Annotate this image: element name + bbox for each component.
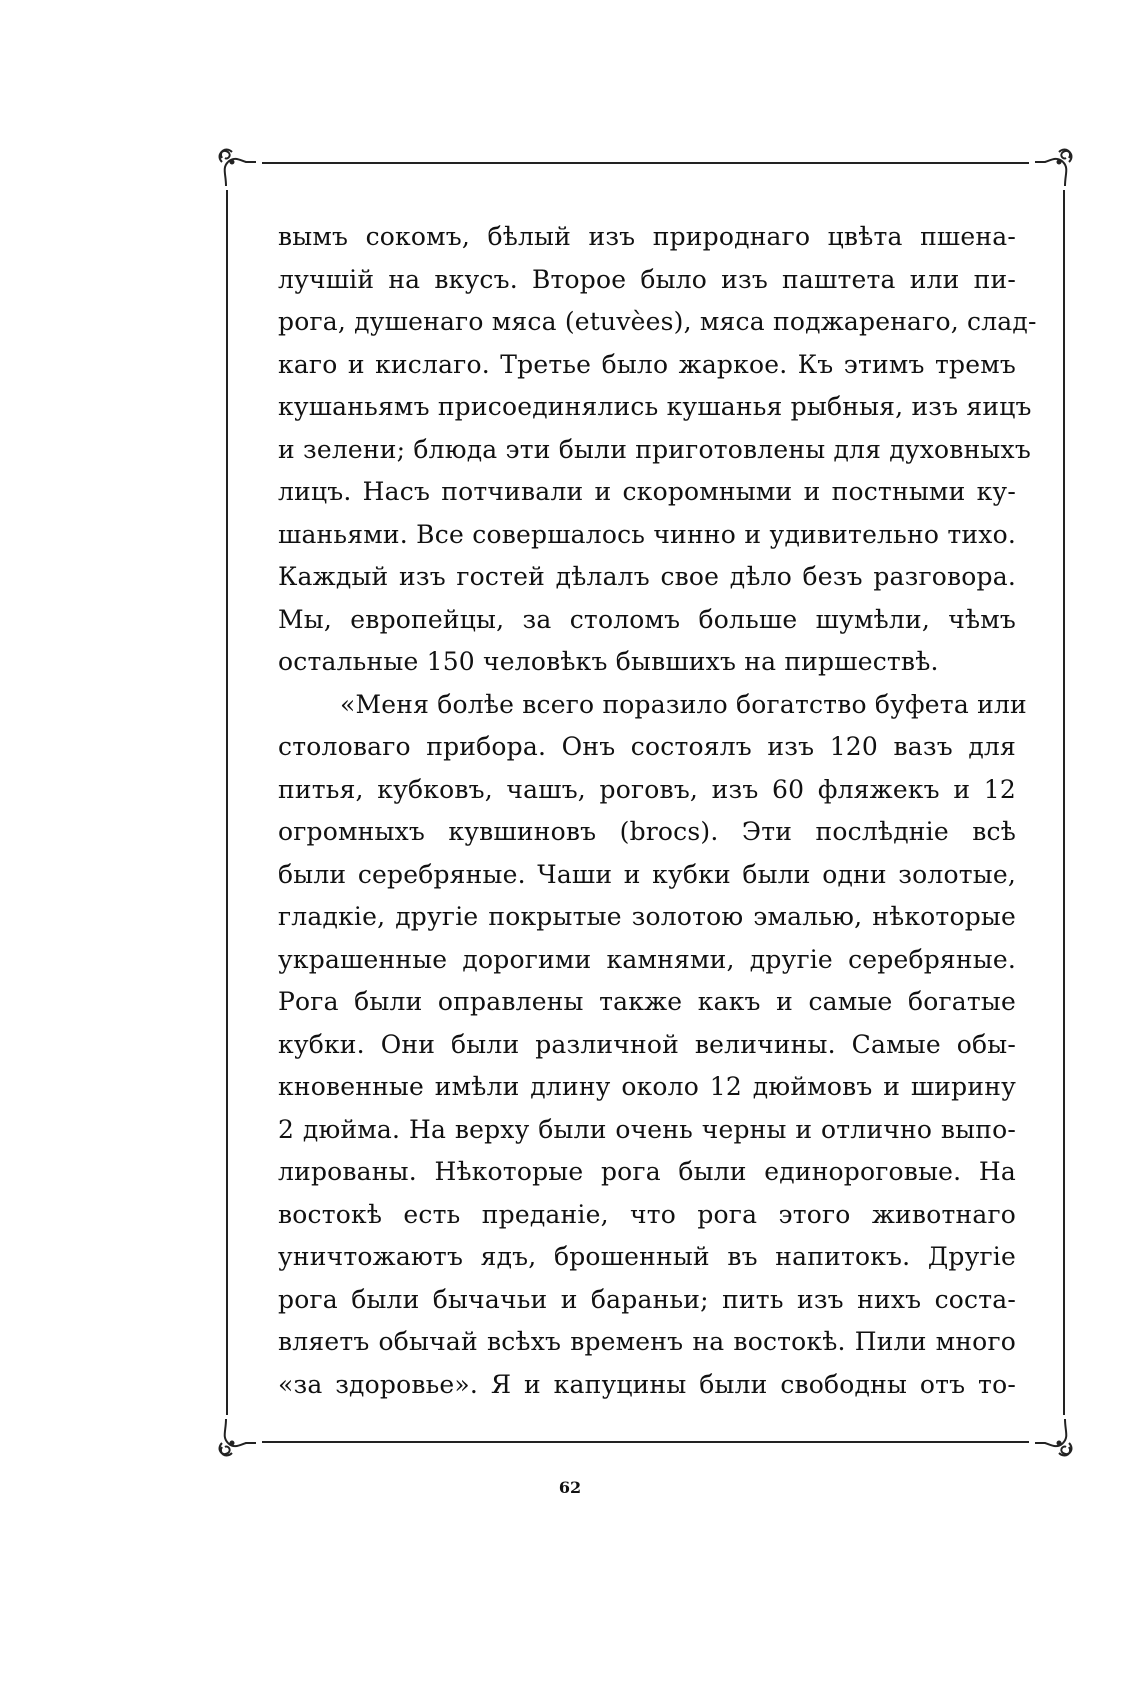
text-line: востокѣ есть преданіе, что рога этого животнаго xyxy=(278,1199,1016,1229)
text-line: кубки. Они были различной величины. Самые обы- xyxy=(278,1029,1016,1059)
text-line: вляетъ обычай всѣхъ временъ на востокѣ. Пили много xyxy=(278,1327,1016,1356)
text-line: гладкіе, другіе покрытые золотою эмалью, нѣкоторые xyxy=(278,902,1016,931)
text-line: вымъ сокомъ, бѣлый изъ природнаго цвѣта пшена- xyxy=(278,222,1016,251)
text-line: лицъ. Насъ потчивали и скоромными и постными ку- xyxy=(278,477,1016,506)
text-line: лучшій на вкусъ. Второе было изъ паштета или пи- xyxy=(278,264,1016,294)
text-line: уничтожаютъ ядъ, брошенный въ напитокъ. Другіе xyxy=(278,1242,1016,1271)
frame-left-rule xyxy=(226,190,228,1415)
text-line: «Меня болѣе всего поразило богатство буфета или xyxy=(340,689,1027,719)
text-line: Рога были оправлены также какъ и самые богатые xyxy=(278,987,1016,1016)
corner-flourish-icon xyxy=(212,142,256,186)
text-line: шаньями. Все совершалось чинно и удивительно тихо. xyxy=(278,519,1016,549)
paragraph-2 xyxy=(278,684,1027,1407)
text-line: Каждый изъ гостей дѣлалъ свое дѣло безъ разговора. xyxy=(278,562,1016,591)
frame-bottom-rule xyxy=(262,1441,1029,1443)
text-line: украшенные дорогими камнями, другіе серебряные. xyxy=(278,944,1016,974)
paragraph-1 xyxy=(278,216,1037,684)
corner-flourish-icon xyxy=(1035,1419,1079,1463)
corner-flourish-icon xyxy=(212,1419,256,1463)
text-line: и зелени; блюда эти были приготовлены для духовныхъ xyxy=(278,434,1031,464)
text-line: «за здоровье». Я и капуцины были свободны отъ то- xyxy=(278,1369,1016,1399)
text-line: 2 дюйма. На верху были очень черны и отлично выпо- xyxy=(278,1114,1016,1144)
text-line: были серебряные. Чаши и кубки были одни золотые, xyxy=(278,859,1016,889)
text-line: рога были бычачьи и бараньи; пить изъ нихъ соста- xyxy=(278,1284,1016,1314)
text-line: питья, кубковъ, чашъ, роговъ, изъ 60 фляжекъ и 12 xyxy=(278,774,1016,804)
frame-top-rule xyxy=(262,162,1029,164)
frame-right-rule xyxy=(1063,190,1065,1415)
text-line: кновенные имѣли длину около 12 дюймовъ и ширину xyxy=(278,1072,1016,1101)
text-line: лированы. Нѣкоторые рога были единороговые. На xyxy=(278,1157,1016,1186)
text-line: остальные 150 человѣкъ бывшихъ на пиршествѣ. xyxy=(278,647,939,676)
corner-flourish-icon xyxy=(1035,142,1079,186)
page-number: 62 xyxy=(558,1478,582,1497)
text-line: рога, душенаго мяса (etuvèes), мяса поджаренаго, слад- xyxy=(278,307,1037,336)
body-text xyxy=(278,216,1037,1406)
text-line: огромныхъ кувшиновъ (brocs). Эти послѣдніе всѣ xyxy=(278,817,1016,846)
text-line: кушаньямъ присоединялись кушанья рыбныя, изъ яицъ xyxy=(278,392,1032,421)
text-line: Мы, европейцы, за столомъ больше шумѣли, чѣмъ xyxy=(278,604,1016,634)
text-line: столоваго прибора. Онъ состоялъ изъ 120 вазъ для xyxy=(278,732,1016,761)
text-line: каго и кислаго. Третье было жаркое. Къ этимъ тремъ xyxy=(278,349,1016,379)
